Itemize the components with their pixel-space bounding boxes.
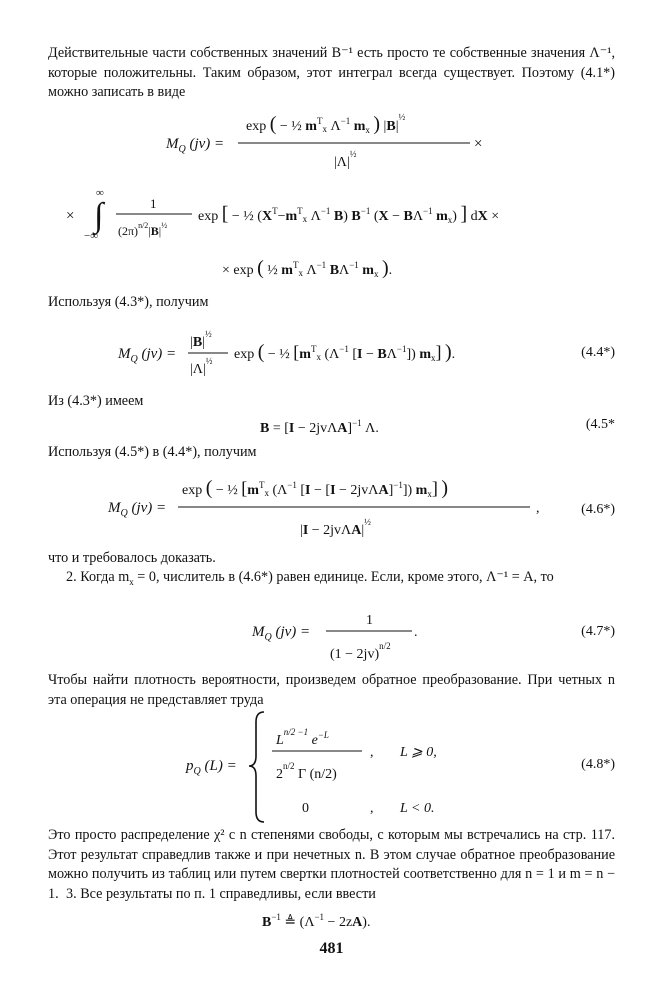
eq48-case1-num: $L^{n/2 -1}$ $e^{-L}$	[276, 727, 329, 748]
eq48-label: (4.8*)	[581, 757, 615, 772]
eq46-denominator: $|I - 2jv\Lambda A|^{\frac{1}{2}}$	[300, 517, 371, 538]
eq47-label: (4.7*)	[581, 624, 615, 639]
eq-final-body: $B^{-1}$ ≜ $(\Lambda^{-1} - 2zA)$.	[262, 912, 371, 930]
paragraph-density	[48, 671, 615, 710]
equation-final	[0, 904, 663, 936]
eq41-int-lower: −∞	[84, 230, 99, 242]
eq44-numerator: $|B|^{\frac{1}{2}}$	[190, 329, 212, 350]
eq41-times-lead: ×	[66, 208, 75, 224]
equation-41-expanded	[0, 96, 663, 286]
item3-text: 3. Все результаты по п. 1 справедливы, если ввести	[66, 886, 376, 902]
eq48-comma-2: ,	[370, 801, 374, 816]
eq47-numerator: 1	[366, 613, 373, 628]
chi-text: Это просто распределение χ² с n степенями свободы, с которым мы встречались на стр. 117. Этот результат справедлив также и при нечетных n. В этом случае обратное преобразование можно получить из таблиц или путем свертки плотностей соответственно для n = 1 и m = n − 1.	[48, 827, 615, 902]
eq41-numerator: exp ( − ½ $m^T_x$ $\Lambda^{-1}$ $m_x$ ) $|B|^{\frac{1}{2}}$	[246, 112, 406, 135]
paragraph-intro	[48, 44, 615, 103]
eq41-integrand-exp: exp [ − ½ ($X^T-m^T_x$ $\Lambda^{-1}$ B) $B^{-1}$ ($X - B\Lambda^{-1}$ $m_x$) ] dX ×	[198, 203, 500, 225]
eq41-denominator: $|\Lambda|^{\frac{1}{2}}$	[334, 149, 357, 170]
eq48-case1-cond: L ⩾ 0,	[400, 745, 437, 760]
eq41-integral-sign: ∫	[94, 197, 104, 234]
eq48-lhs: $p_Q$ (L) =	[186, 758, 237, 777]
eq46-label: (4.6*)	[581, 502, 615, 517]
item2-text-a: 2. Когда m	[66, 569, 130, 585]
item2-text-b: = 0, числитель в (4.6*) равен единице. Если, кроме этого, Λ⁻¹ = A, то	[133, 569, 554, 585]
eq45-body: $B = [I - 2jv\Lambda A]^{-1}$ Λ.	[260, 418, 379, 436]
eq45-label: (4.5*	[585, 417, 615, 432]
eq41-last-line: × exp ( ½ $m^T_x$ $\Lambda^{-1}$ $B\Lambda^{-1}$ $m_x$ ).	[222, 257, 393, 279]
eq41-lhs: $M_Q$ (jv) =	[166, 136, 225, 155]
eq46-comma: ,	[536, 501, 540, 516]
density-text: Чтобы найти плотность вероятности, произведем обратное преобразование. При четных n эта операция не представляет труда	[48, 672, 615, 708]
eq48-case1-den: $2^{n/2}$ Γ (n/2)	[276, 761, 337, 782]
paragraph-proved	[48, 549, 615, 569]
proved-text: что и требовалось доказать.	[48, 550, 216, 566]
paragraph-item-2	[48, 568, 615, 592]
paragraph-using-43	[48, 293, 615, 313]
eq41-times: ×	[474, 136, 483, 152]
eq41-integrand-one: 1	[150, 196, 157, 211]
paragraph-item-3	[48, 885, 615, 905]
paragraph-from-43	[48, 392, 615, 412]
from-43-text: Из (4.3*) имеем	[48, 393, 144, 409]
eq48-brace	[249, 712, 264, 822]
intro-text: Действительные части собственных значений B⁻¹ есть просто те собственные значения Λ⁻¹, которые положительны. Таким образом, этот интеграл всегда существует. Поэтому (4.1*) можно записать в виде	[48, 45, 615, 100]
eq41-integrand-den: $(2\pi)^{n/2}|B|^{\frac{1}{2}}$	[118, 221, 168, 238]
eq44-denominator: $|\Lambda|^{\frac{1}{2}}$	[190, 356, 213, 377]
eq46-lhs: $M_Q$ (jv) =	[108, 500, 167, 519]
using-45-text: Используя (4.5*) в (4.4*), получим	[48, 444, 257, 460]
using-43-text: Используя (4.3*), получим	[48, 294, 209, 310]
eq44-lhs: $M_Q$ (jv) =	[118, 346, 177, 365]
item2-sub: x	[129, 576, 134, 587]
eq48-comma: ,	[370, 745, 374, 760]
eq48-case2-value: 0	[302, 801, 309, 816]
eq47-denominator: $(1 - 2jv)^{n/2}$	[330, 641, 391, 662]
eq47-lhs: $M_Q$ (jv) =	[252, 624, 311, 643]
eq48-case2-cond: L < 0.	[400, 801, 435, 816]
eq47-period: .	[414, 625, 418, 640]
eq46-numerator: exp ( − ½ [$m^T_x$ ($\Lambda^{-1}$ $[I - [I - 2jv\Lambda A]^{-1}]$) $m_x$] )	[182, 477, 448, 499]
page-number: 481	[319, 940, 344, 957]
eq44-label: (4.4*)	[581, 345, 615, 360]
eq41-int-upper: ∞	[96, 187, 104, 199]
paragraph-using-45	[48, 443, 615, 463]
eq44-body: exp ( − ½ [$m^T_x$ ($\Lambda^{-1}$ $[I - B\Lambda^{-1}]$) $m_x$] ).	[234, 341, 456, 363]
